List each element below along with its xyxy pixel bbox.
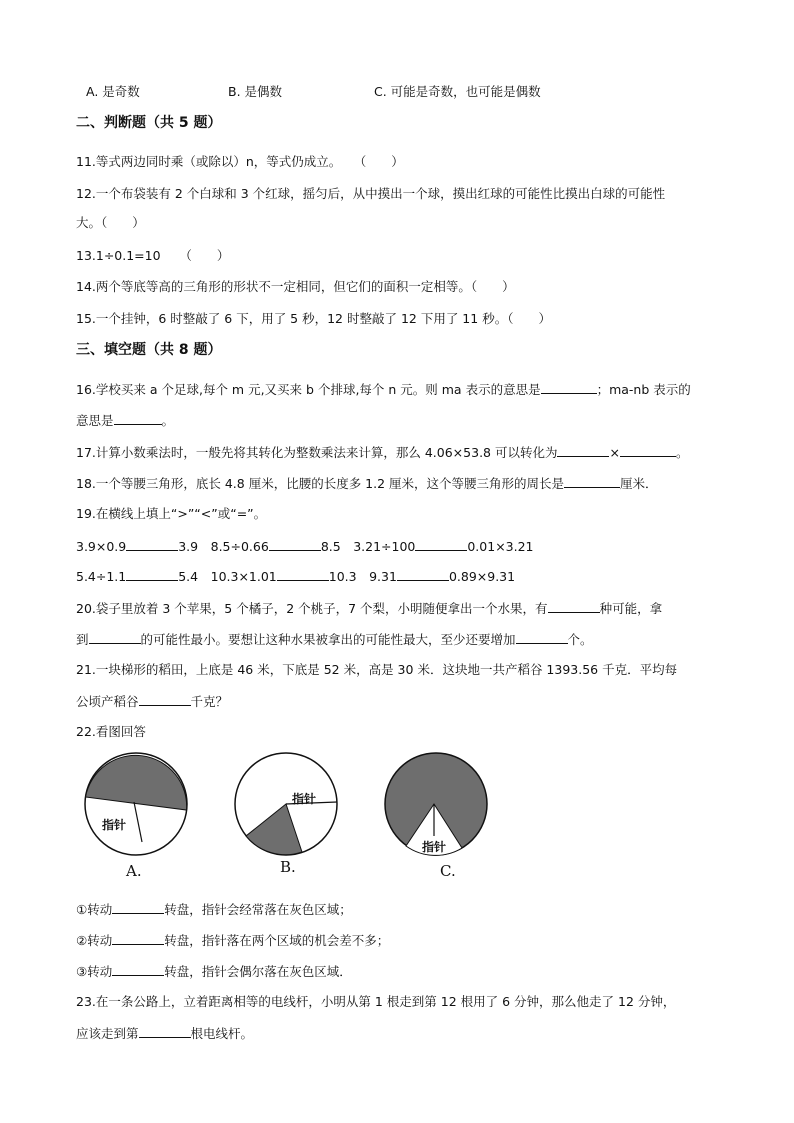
answer-blank[interactable]: [112, 963, 164, 976]
question-11: 11.等式两边同时乘（或除以）n，等式仍成立。 （ ）: [76, 154, 404, 169]
spinner-b-pointer-label: 指针: [292, 792, 317, 806]
q20-text-e: 个。: [567, 632, 593, 647]
spinner-a: [85, 753, 187, 855]
q16-text-a: 16.学校买来 a 个足球,每个 m 元,又买来 b 个排球,每个 n 元。则 ma 表示的意思是: [76, 382, 541, 397]
q20-text-d: 的可能性最小。要想让这种水果被拿出的可能性最大，至少还要增加: [140, 632, 516, 647]
q16-text-c: 意思是: [76, 413, 114, 428]
compare-blank[interactable]: [415, 538, 467, 551]
question-19-row-1: [76, 538, 534, 555]
answer-blank[interactable]: [112, 901, 164, 914]
answer-blank[interactable]: [541, 381, 597, 394]
q22-1-text-b: 转盘，指针会经常落在灰色区域；: [164, 902, 352, 917]
question-23-line-1: 23.在一条公路上，立着距离相等的电线杆，小明从第 1 根走到第 12 根用了 6 分钟，那么他走了 12 分钟，: [76, 994, 676, 1009]
q22-3-text-a: ③转动: [76, 964, 113, 979]
section-2-title: 二、判断题（共 5 题）: [76, 115, 222, 131]
question-16-line-1: [76, 381, 691, 398]
question-13: 13.1÷0.1=10 （ ）: [76, 248, 230, 263]
q20-text-c: 到: [76, 632, 89, 647]
question-19-row-2: [76, 568, 515, 585]
q22-2-text-a: ②转动: [76, 933, 113, 948]
question-23-line-2: [76, 1025, 253, 1042]
compare-blank[interactable]: [277, 568, 329, 581]
answer-blank[interactable]: [114, 412, 162, 425]
option-b: B. 是偶数: [228, 84, 283, 99]
question-19: 19.在横线上填上“>”“<”或“=”。: [76, 506, 267, 521]
q17-text-c: 。: [675, 445, 689, 460]
question-15: 15.一个挂钟，6 时整敲了 6 下，用了 5 秒，12 时整敲了 12 下用了 11 秒。（ ）: [76, 311, 551, 326]
q21-text-c: 千克？: [190, 694, 229, 709]
option-a: A. 是奇数: [86, 84, 140, 99]
spinner-figures: [76, 750, 516, 890]
question-22: 22.看图回答: [76, 724, 146, 739]
q19-r1-d: 0.01×3.21: [467, 539, 534, 554]
compare-blank[interactable]: [397, 568, 449, 581]
q19-r1-b: 3.9 8.5÷0.66: [178, 539, 269, 554]
question-16-line-2: [76, 412, 174, 429]
answer-blank[interactable]: [89, 631, 141, 644]
answer-blank[interactable]: [139, 693, 191, 706]
question-20-line-2: [76, 631, 593, 648]
section-3-title: 三、填空题（共 8 题）: [76, 342, 222, 358]
question-18: [76, 475, 658, 492]
q17-text-b: ×: [609, 445, 620, 460]
q19-r1-c: 8.5 3.21÷100: [320, 539, 416, 554]
q19-r2-c: 10.3 9.31: [328, 569, 397, 584]
q23-text-b: 应该走到第: [76, 1026, 139, 1041]
q18-text-b: 厘米．: [620, 476, 658, 491]
answer-blank[interactable]: [564, 475, 620, 488]
spinner-c-label: C.: [440, 862, 456, 880]
q22-1-text-a: ①转动: [76, 902, 113, 917]
spinner-c-pointer-label: 指针: [422, 840, 447, 854]
q20-text-b: 种可能，拿: [599, 601, 663, 616]
answer-blank[interactable]: [548, 600, 600, 613]
spinner-b: [235, 753, 337, 855]
compare-blank[interactable]: [126, 568, 178, 581]
q19-r2-d: 0.89×9.31: [448, 569, 516, 584]
spinner-a-pointer-label: 指针: [102, 818, 127, 832]
question-12-line-1: 12.一个布袋装有 2 个白球和 3 个红球，摇匀后，从中摸出一个球，摸出红球的可能性比摸出白球的可能性: [76, 186, 666, 201]
spinner-a-label: A.: [126, 862, 142, 880]
answer-blank[interactable]: [557, 444, 609, 457]
question-22-part-1: [76, 901, 352, 918]
question-21-line-2: [76, 693, 228, 710]
q16-text-b: ；ma-nb 表示的: [596, 382, 691, 397]
question-20-line-1: [76, 600, 662, 617]
compare-blank[interactable]: [269, 538, 321, 551]
question-14: 14.两个等底等高的三角形的形状不一定相同，但它们的面积一定相等。（ ）: [76, 279, 515, 294]
question-17: [76, 444, 688, 461]
compare-blank[interactable]: [126, 538, 178, 551]
question-12-line-2: 大。（ ）: [76, 215, 145, 230]
q20-text-a: 20.袋子里放着 3 个苹果，5 个橘子，2 个桃子，7 个梨，小明随便拿出一个水果，有: [76, 601, 548, 616]
question-22-part-3: [76, 963, 352, 980]
answer-blank[interactable]: [620, 444, 676, 457]
q23-text-c: 根电线杆。: [190, 1026, 254, 1041]
q21-text-b: 公顷产稻谷: [76, 694, 139, 709]
q17-text-a: 17.计算小数乘法时，一般先将其转化为整数乘法来计算，那么 4.06×53.8 可以转化为: [76, 445, 558, 460]
question-22-part-2: [76, 932, 389, 949]
q22-2-text-b: 转盘，指针落在两个区域的机会差不多；: [164, 933, 390, 948]
question-21-line-1: 21.一块梯形的稻田，上底是 46 米，下底是 52 米，高是 30 米．这块地一共产稻谷 1393.56 千克．平均每: [76, 662, 678, 677]
q19-r1-a: 3.9×0.9: [76, 539, 127, 554]
answer-blank[interactable]: [139, 1025, 191, 1038]
q19-r2-a: 5.4÷1.1: [76, 569, 127, 584]
q18-text-a: 18.一个等腰三角形，底长 4.8 厘米，比腰的长度多 1.2 厘米，这个等腰三角形的周长是: [76, 476, 565, 491]
answer-blank[interactable]: [516, 631, 568, 644]
q16-text-d: 。: [161, 413, 175, 428]
option-c: C. 可能是奇数，也可能是偶数: [374, 84, 541, 99]
spinner-b-label: B.: [280, 858, 296, 876]
q22-3-text-b: 转盘，指针会偶尔落在灰色区域．: [164, 964, 352, 979]
q19-r2-b: 5.4 10.3×1.01: [178, 569, 277, 584]
answer-blank[interactable]: [112, 932, 164, 945]
